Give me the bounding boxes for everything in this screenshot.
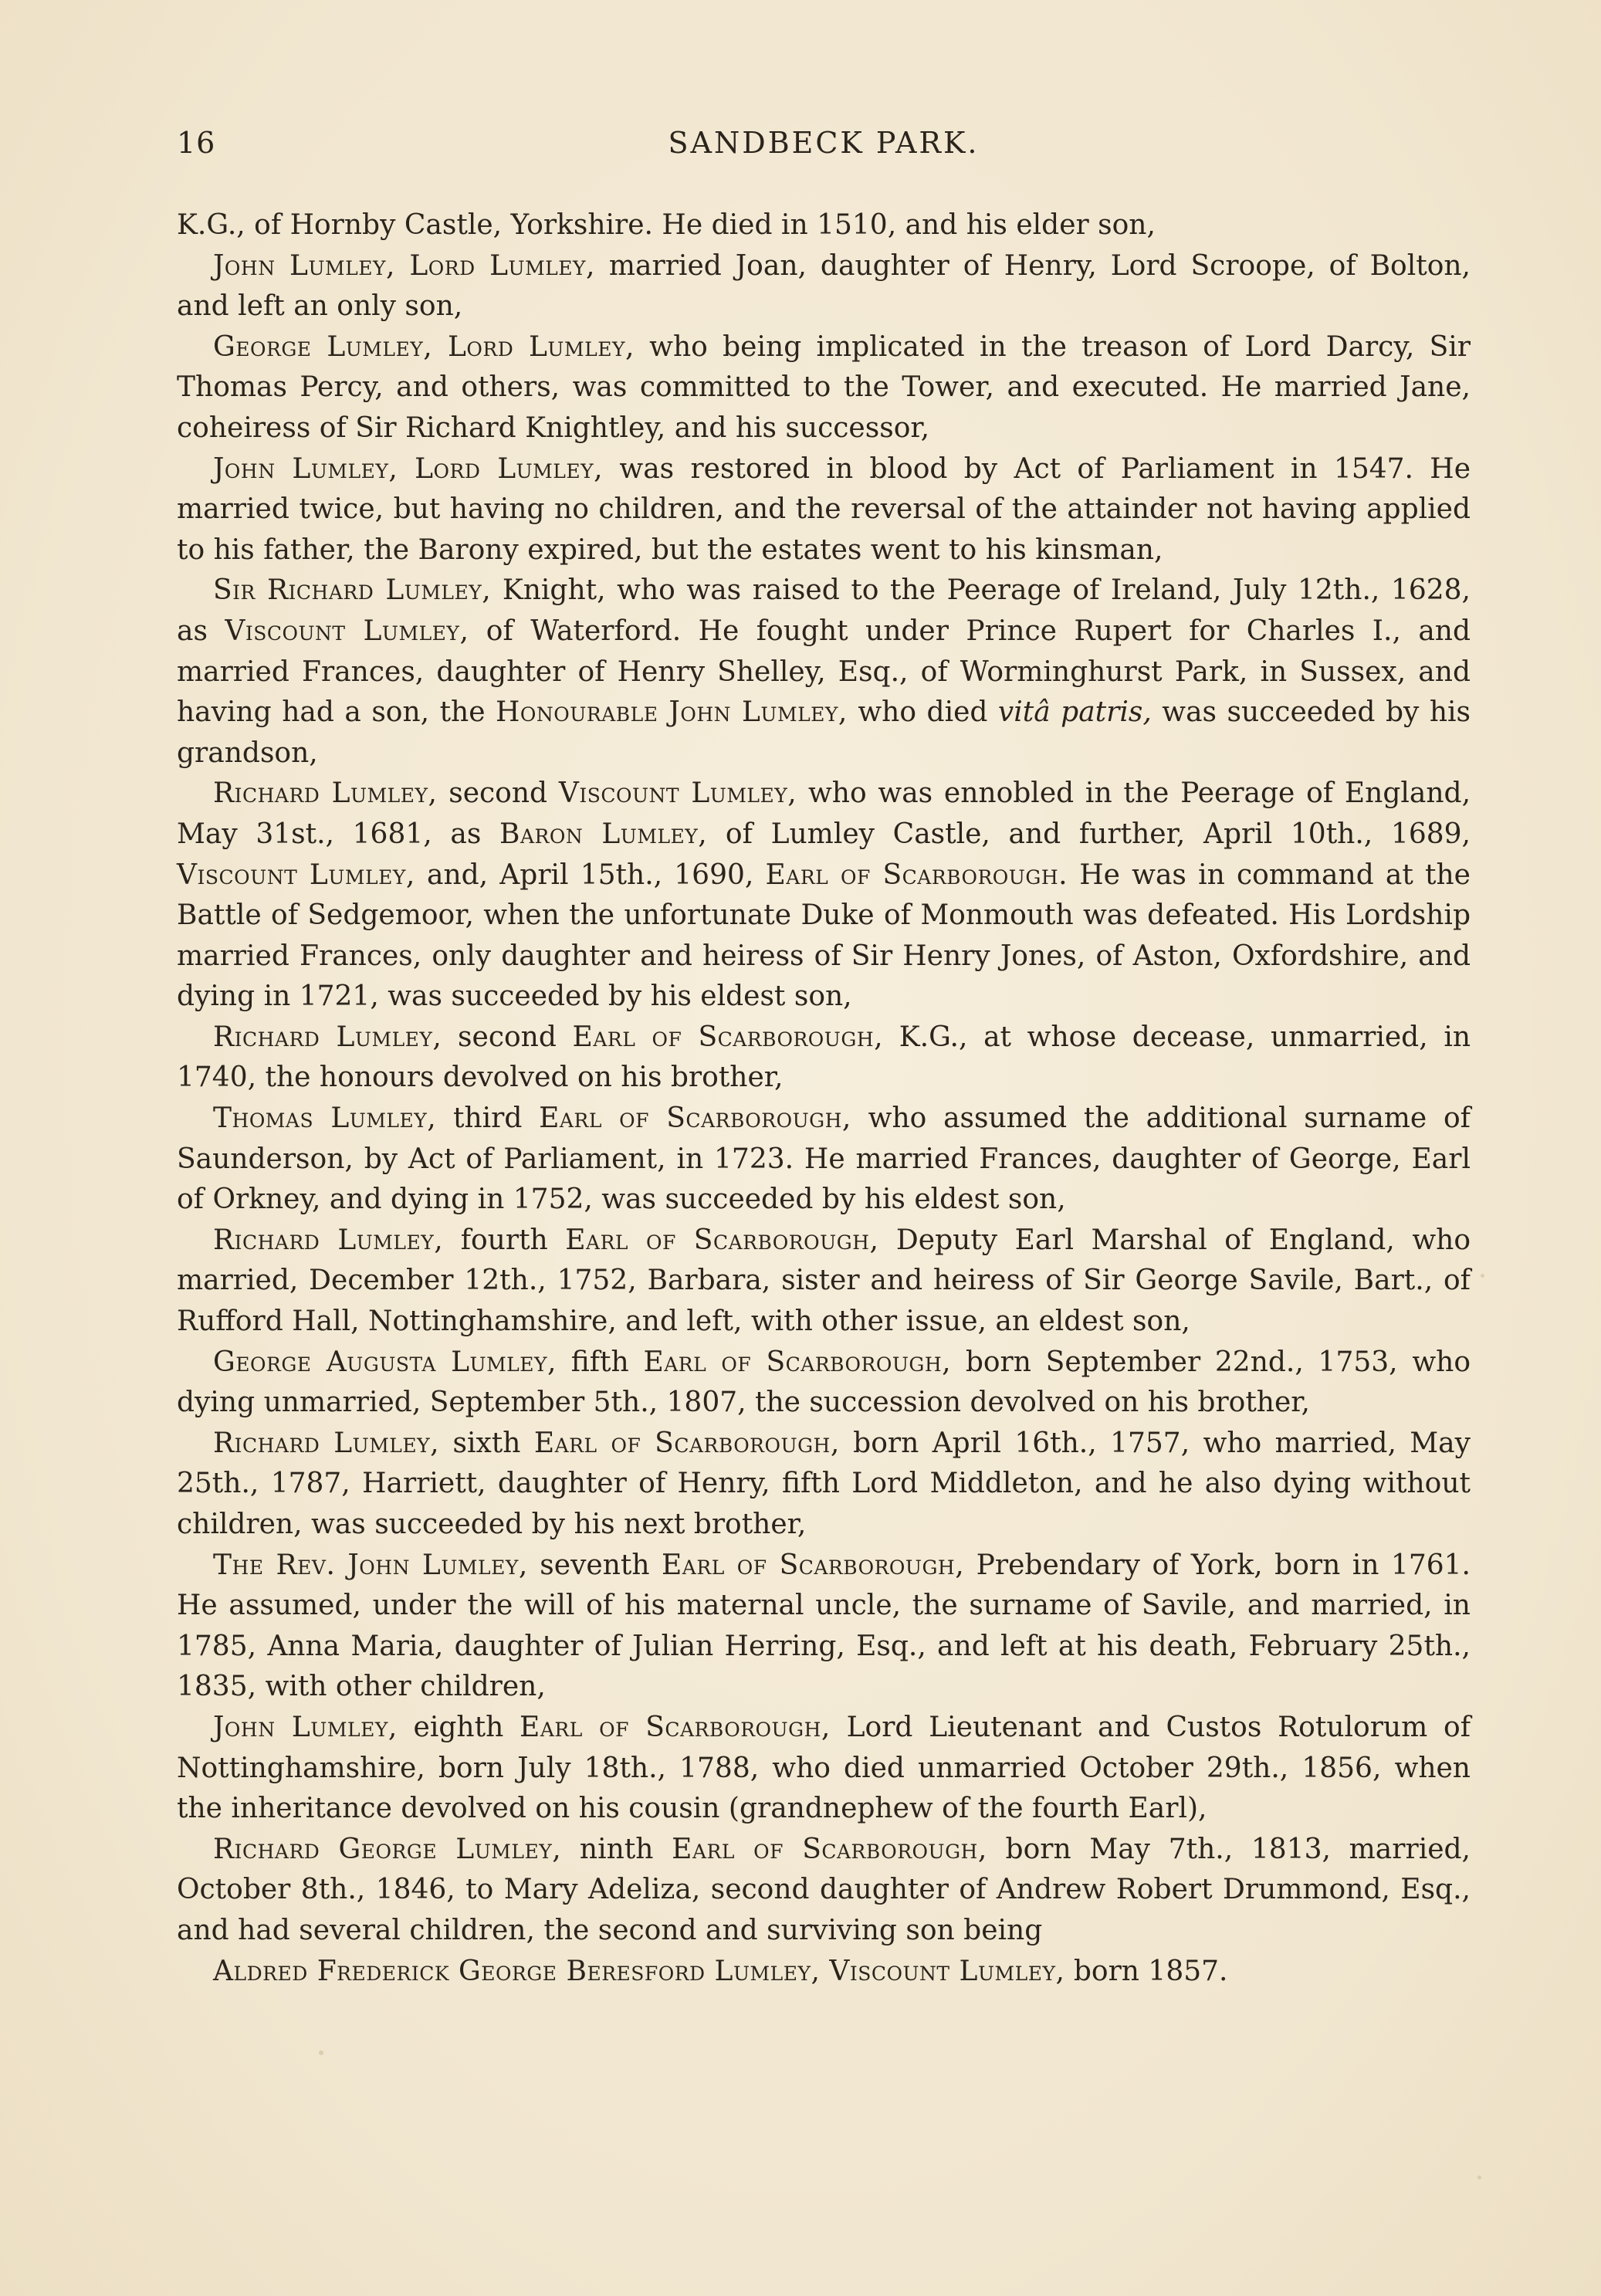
paragraph [177,1830,1471,1952]
name-title-smallcaps: Richard Lumley, [213,1224,444,1256]
text-run: eighth [397,1711,520,1743]
name-title-smallcaps: Richard George Lumley, [213,1833,562,1865]
name-title-smallcaps: Earl of Scarborough. [765,858,1068,891]
name-title-smallcaps: The Rev. John Lumley, [213,1549,528,1581]
name-title-smallcaps: Earl of Scarborough, [672,1833,987,1865]
name-title-smallcaps: John Lumley, Lord Lumley, [213,452,604,485]
name-title-smallcaps: John Lumley, [213,1711,398,1743]
name-title-smallcaps: Aldred Frederick George Beresford Lumley, Viscount Lumley, [213,1955,1065,1987]
text-run: of Waterford. He fought under Prince Rupert for Charles I., and married Frances, daughter of Henry Shelley, Esq., of Worminghurst Park, in Sussex, and having had a son, the [177,615,1471,729]
text-run: was restored in blood by Act of Parliament in 1547. He married twice, but having no children, and the reversal of the attainder not having applied to his father, the Barony expired, but the estates went to his kinsman, [177,452,1471,566]
text-run: of Lumley Castle, and further, April 10th., 1689, [707,818,1471,850]
paragraph [177,1018,1471,1099]
name-title-smallcaps: Earl of Scarborough, [572,1021,884,1053]
name-title-smallcaps: Richard Lumley, [213,1427,440,1459]
name-title-smallcaps: Viscount Lumley, [177,858,415,891]
text-run: ninth [561,1833,672,1865]
text-run: third [436,1102,540,1135]
paragraph [177,1708,1471,1830]
paragraph [177,1343,1471,1424]
page-number: 16 [177,126,216,160]
italic-text: vitâ patris, [997,696,1152,729]
text-run: He was in command at the Battle of Sedgemoor, when the unfortunate Duke of Monmouth was defeated. His Lordship married Frances, only daughter and heiress of Sir Henry Jones, of Aston, Oxfordshire, and dying in 1721, was succeeded by his eldest son, [177,858,1471,1013]
name-title-smallcaps: George Lumley, Lord Lumley, [213,330,635,363]
paragraph [177,1221,1471,1343]
name-title-smallcaps: Earl of Scarborough, [533,1427,840,1459]
text-run: second [442,1021,573,1053]
name-title-smallcaps: Honourable John Lumley, [496,696,848,729]
paragraph [177,1099,1471,1221]
paragraph [177,449,1471,571]
name-title-smallcaps: George Augusta Lumley, [213,1346,557,1378]
text-run: seventh [527,1549,662,1581]
paragraph [177,327,1471,449]
name-title-smallcaps: Richard Lumley, [213,1021,442,1053]
paragraph [177,571,1471,774]
name-title-smallcaps: Richard Lumley, [213,777,438,810]
paragraph [177,1546,1471,1708]
running-title: SANDBECK PARK. [668,126,980,160]
name-title-smallcaps: Baron Lumley, [499,818,708,850]
paper-speck [319,2050,323,2055]
paper-speck [1477,2176,1481,2179]
text-run: K.G., at whose decease, unmarried, in 1740, the honours devolved on his brother, [177,1021,1471,1094]
text-run: sixth [439,1427,534,1459]
name-title-smallcaps: Earl of Scarborough, [539,1102,851,1135]
paragraph [177,246,1471,327]
text-run: K.G., of Hornby Castle, Yorkshire. He died in 1510, and his elder son, [177,209,1156,241]
paper-speck [1481,1274,1484,1278]
name-title-smallcaps: Sir Richard Lumley, [213,574,492,607]
name-title-smallcaps: Earl of Scarborough, [565,1224,879,1256]
text-run: Knight, who was raised to the Peerage of Ireland, July 12th., 1628, as [177,574,1471,647]
paragraph [177,1952,1471,1993]
text-run: who being implicated in the treason of Lord Darcy, Sir Thomas Percy, and others, was committed to the Tower, and executed. He married Jane, coheiress of Sir Richard Knightley, and his successor, [177,330,1471,444]
text-run: second [437,777,559,810]
text-run: married Joan, daughter of Henry, Lord Scroope, of Bolton, and left an only son, [177,249,1471,323]
paragraph [177,205,1471,246]
text-run: who died [847,696,998,729]
name-title-smallcaps: Earl of Scarborough, [643,1346,952,1378]
text-run: born September 22nd., 1753, who dying unmarried, September 5th., 1807, the succession devolved on his brother, [177,1346,1471,1419]
text-run: fifth [556,1346,644,1378]
text-run: who assumed the additional surname of Saunderson, by Act of Parliament, in 1723. He married Frances, daughter of George, Earl of Orkney, and dying in 1752, was succeeded by his eldest son, [177,1102,1471,1216]
text-run: born May 7th., 1813, married, October 8th., 1846, to Mary Adeliza, second daughter of Andrew Robert Drummond, Esq., and had several children, the second and surviving son being [177,1833,1471,1946]
name-title-smallcaps: Viscount Lumley, [225,615,469,647]
text-run: born 1857. [1065,1955,1228,1987]
body-text [177,205,1471,1992]
paragraph [177,1424,1471,1546]
text-run: Prebendary of York, born in 1761. He assumed, under the will of his maternal uncle, the surname of Savile, and married, in 1785, Anna Maria, daughter of Julian Herring, Esq., and left at his death, February 25th., 1835, with other children, [177,1549,1471,1703]
text-run: fourth [443,1224,566,1256]
text-run: and, April 15th., 1690, [415,858,766,891]
text-run: Deputy Earl Marshal of England, who married, December 12th., 1752, Barbara, sister and heiress of Sir George Savile, Bart., of Rufford Hall, Nottinghamshire, and left, with other issue, an eldest son, [177,1224,1471,1338]
name-title-smallcaps: Thomas Lumley, [213,1102,437,1135]
paragraph [177,774,1471,1018]
name-title-smallcaps: John Lumley, Lord Lumley, [213,249,595,282]
name-title-smallcaps: Viscount Lumley, [558,777,797,810]
name-title-smallcaps: Earl of Scarborough, [662,1549,965,1581]
text-run: born April 16th., 1757, who married, May 25th., 1787, Harriett, daughter of Henry, fifth Lord Middleton, and he also dying without children, was succeeded by his next brother, [177,1427,1471,1540]
page-header [177,126,1471,172]
text-run: Lord Lieutenant and Custos Rotulorum of Nottinghamshire, born July 18th., 1788, who died unmarried October 29th., 1856, when the inheritance devolved on his cousin (grandnephew of the fourth Earl), [177,1711,1471,1825]
name-title-smallcaps: Earl of Scarborough, [520,1711,831,1743]
text-run: who was ennobled in the Peerage of England, May 31st., 1681, as [177,777,1471,850]
text-run: was succeeded by his grandson, [177,696,1471,769]
